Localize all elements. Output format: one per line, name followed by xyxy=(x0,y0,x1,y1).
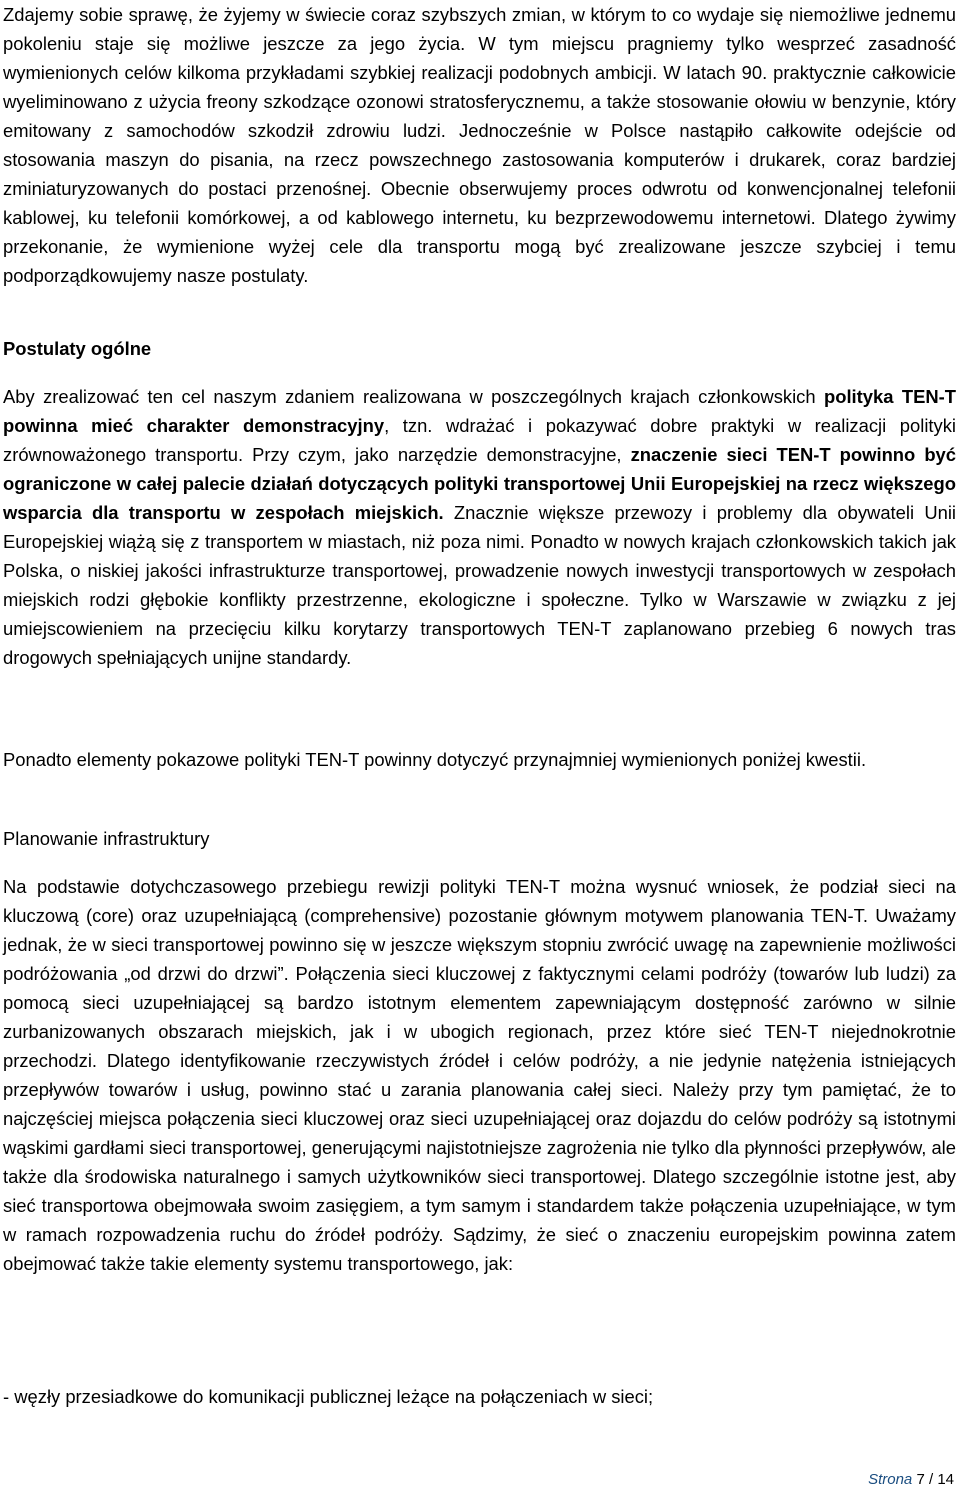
page-footer xyxy=(868,1471,954,1489)
section-heading: Planowanie infrastruktury xyxy=(3,828,210,849)
section-heading: Postulaty ogólne xyxy=(3,338,152,359)
section1-paragraph-2: Ponadto elementy pokazowe polityki TEN-T powinny dotyczyć przynajmniej wymienionych poniżej kwestii. xyxy=(3,749,867,770)
page-label: Strona xyxy=(868,1471,913,1488)
list-item: - węzły przesiadkowe do komunikacji publicznej leżące na połączeniach w sieci; xyxy=(3,1386,654,1407)
paragraph-text: Znacznie większe przewozy i problemy dla obywateli Unii Europejskiej wiążą się z transportem w miastach, niż poza nimi. Ponadto w nowych krajach członkowskich takich jak Polska, o niskiej jakości infrastrukturze transportowej, prowadzenie nowych inwestycji transportowych w zespołach miejskich rodzi głębokie konflikty przestrzenne, ekologiczne i społeczne. Tylko w Warszawie w związku z jej umiejscowieniem na przecięciu kilku korytarzy transportowych TEN-T zaplanowano przebieg 6 nowych tras drogowych spełniających unijne standardy. xyxy=(3,502,957,668)
page-number: 7 xyxy=(916,1471,925,1488)
paragraph-text: , tzn. wdrażać i pokazywać dobre praktyki w realizacji polityki zrównoważonego transportu. Przy czym, jako narzędzie demonstracyjne, xyxy=(3,415,957,465)
page-separator: / xyxy=(928,1471,934,1488)
section2-paragraph: Na podstawie dotychczasowego przebiegu rewizji polityki TEN-T można wysnuć wniosek, że podział sieci na kluczową (core) oraz uzupełniającą (comprehensive) pozostanie głównym motywem planowania TEN-T. Uważamy jednak, że w sieci transportowej powinno się w jeszcze większym stopniu zwrócić uwagę na zapewnienie możliwości podróżowania „od drzwi do drzwi”. Połączenia sieci kluczowej z faktycznymi celami podróży (towarów lub ludzi) za pomocą sieci uzupełniającej są bardzo istotnym elementem zapewniającym dostępność zarówno w silnie zurbanizowanych obszarach miejskich, jak i w ubogich regionach, przez które sieć TEN-T niejednokrotnie przechodzi. Dlatego identyfikowanie rzeczywistych źródeł i celów podróży, a nie jedynie natężenia istniejących przepływów towarów i usług, powinno stać u zarania planowania całej sieci. Należy przy tym pamiętać, że to najczęściej miejsca połączenia sieci kluczowej oraz sieci uzupełniającej oraz dojazdu do celów podróży są istotnymi wąskimi gardłami sieci transportowej, generującymi najistotniejsze zagrożenia nie tylko dla płynności przepływów, ale także dla środowiska naturalnego i samych użytkowników sieci transportowej. Dlatego szczególnie istotne jest, aby sieć transportowa obejmowała swoim zasięgiem, a tym samym i standardem także połączenia uzupełniające, w tym w ramach rozpowadzenia ruchu do źródeł podróży. Sądzimy, że sieć o znaczeniu europejskim powinna zatem obejmować także takie elementy systemu transportowego, jak: xyxy=(3,876,956,1274)
bold-phrase: polityka TEN-T powinna mieć charakter demonstracyjny xyxy=(3,386,956,436)
bold-phrase: znaczenie sieci TEN-T powinno być ograniczone w całej palecie działań dotyczących polityki transportowej Unii Europejskiej na rzecz większego wsparcia dla transportu w zespołach miejskich. xyxy=(3,444,957,523)
paragraph-text: Aby zrealizować ten cel naszym zdaniem realizowana w poszczególnych krajach członkowskich xyxy=(3,386,824,407)
intro-paragraph: Zdajemy sobie sprawę, że żyjemy w świecie coraz szybszych zmian, w którym to co wydaje się niemożliwe jednemu pokoleniu staje się możliwe jeszcze za jego życia. W tym miejscu pragniemy tylko wesprzeć zasadność wymienionych celów kilkoma przykładami szybkiej realizacji podobnych ambicji. W latach 90. praktycznie całkowicie wyeliminowano z użycia freony szkodzące ozonowi stratosferycznemu, a także stosowanie ołowiu w benzynie, który emitowany z samochodów szkodził zdrowiu ludzi. Jednocześnie w Polsce nastąpiło całkowite odejście od stosowania maszyn do pisania, na rzecz powszechnego zastosowania komputerów i drukarek, coraz bardziej zminiaturyzowanych do postaci przenośnej. Obecnie obserwujemy proces odwrotu od konwencjonalnej telefonii kablowej, ku telefonii komórkowej, a od kablowego internetu, ku bezprzewodowemu internetowi. Dlatego żywimy przekonanie, że wymienione wyżej cele dla transportu mogą być zrealizowane jeszcze szybciej i temu podporządkowujemy nasze postulaty. xyxy=(3,4,956,286)
page-total: 14 xyxy=(937,1471,954,1488)
section1-paragraph xyxy=(3,382,956,672)
